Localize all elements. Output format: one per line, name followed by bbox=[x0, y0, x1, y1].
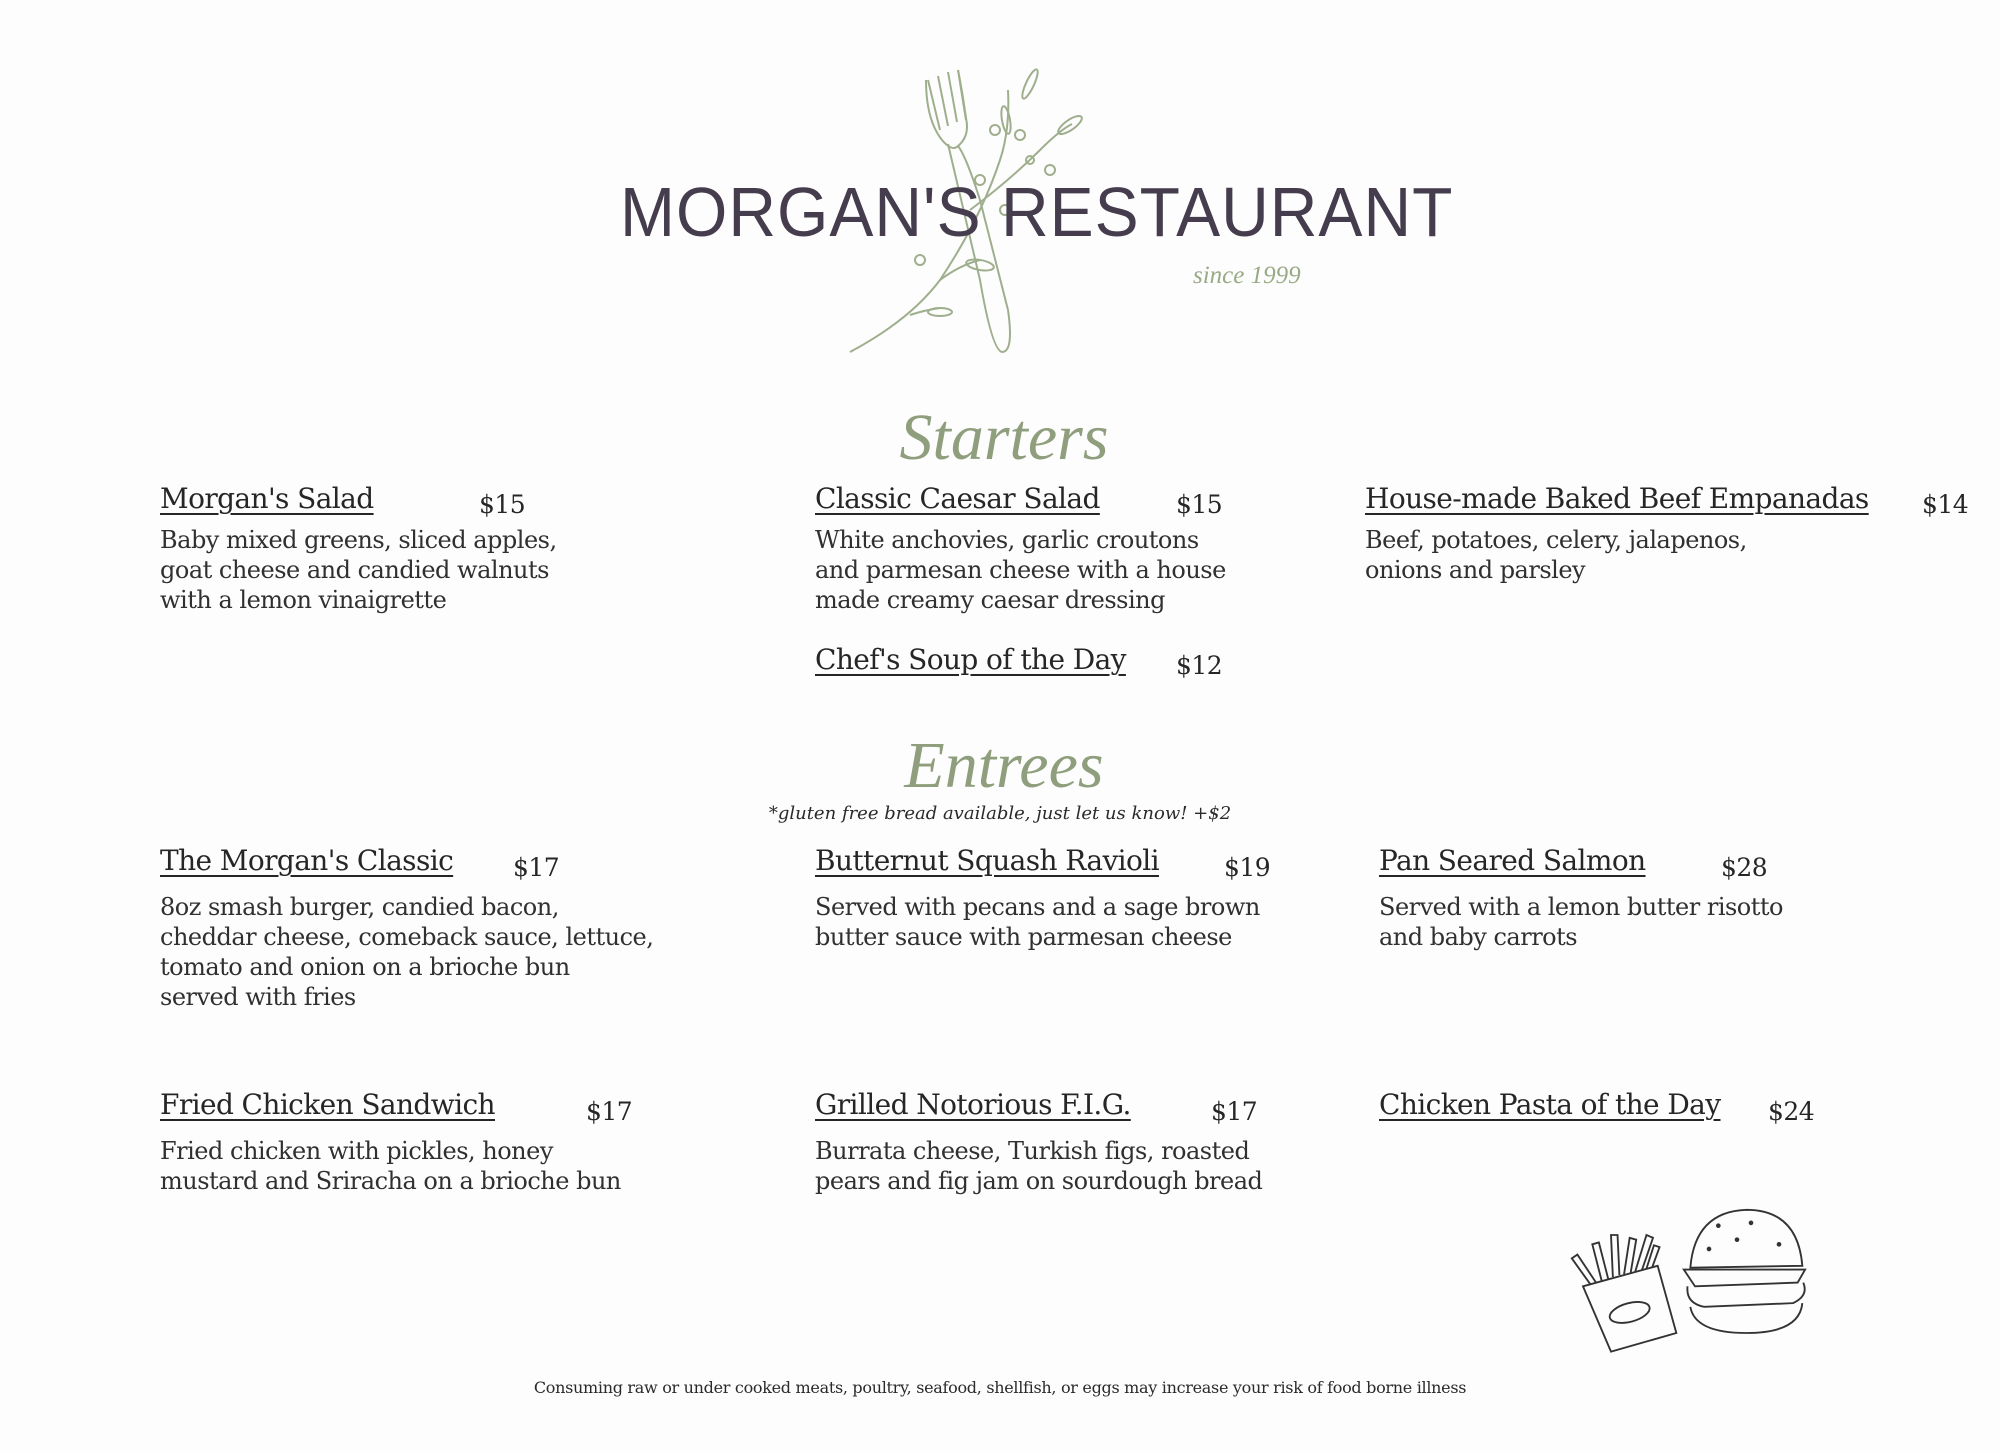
item-description: 8oz smash burger, candied bacon, cheddar cheese, comeback sauce, lettuce, tomato and onion on a brioche bun served with fries bbox=[160, 893, 654, 1011]
established-tagline: since 1999 bbox=[1193, 262, 1301, 289]
food-safety-disclaimer: Consuming raw or under cooked meats, poultry, seafood, shellfish, or eggs may increase your risk of food borne illness bbox=[533, 1378, 1467, 1397]
item-name: Chicken Pasta of the Day bbox=[1379, 1088, 1721, 1121]
fries-and-burger-icon bbox=[1555, 1192, 1835, 1362]
item-description: Fried chicken with pickles, honey mustard and Sriracha on a brioche bun bbox=[160, 1137, 621, 1195]
item-price: $15 bbox=[1176, 490, 1223, 519]
item-description: Beef, potatoes, celery, jalapenos, onions and parsley bbox=[1365, 526, 1747, 584]
section-heading-starters: Starters bbox=[899, 401, 1109, 474]
item-name: Morgan's Salad bbox=[160, 482, 374, 515]
item-price: $28 bbox=[1721, 853, 1768, 882]
item-price: $24 bbox=[1768, 1097, 1815, 1126]
item-price: $19 bbox=[1224, 853, 1271, 882]
item-price: $15 bbox=[479, 490, 526, 519]
item-name: Butternut Squash Ravioli bbox=[815, 844, 1159, 877]
item-price: $17 bbox=[513, 853, 560, 882]
section-heading-entrees: Entrees bbox=[904, 729, 1104, 802]
item-description: White anchovies, garlic croutons and parmesan cheese with a house made creamy caesar dressing bbox=[815, 526, 1226, 614]
gluten-free-note: *gluten free bread available, just let us know! +$2 bbox=[768, 803, 1232, 824]
item-price: $17 bbox=[1211, 1097, 1258, 1126]
item-name: Chef's Soup of the Day bbox=[815, 643, 1126, 676]
restaurant-name: MORGAN'S RESTAURANT bbox=[620, 173, 1454, 251]
item-price: $14 bbox=[1922, 490, 1969, 519]
item-description: Burrata cheese, Turkish figs, roasted pears and fig jam on sourdough bread bbox=[815, 1137, 1263, 1195]
item-price: $17 bbox=[586, 1097, 633, 1126]
item-name: Pan Seared Salmon bbox=[1379, 844, 1646, 877]
item-name: Fried Chicken Sandwich bbox=[160, 1088, 495, 1121]
item-description: Baby mixed greens, sliced apples, goat cheese and candied walnuts with a lemon vinaigrette bbox=[160, 526, 557, 614]
item-description: Served with a lemon butter risotto and baby carrots bbox=[1379, 893, 1783, 951]
item-name: The Morgan's Classic bbox=[160, 844, 454, 877]
item-name: House-made Baked Beef Empanadas bbox=[1365, 482, 1869, 515]
item-description: Served with pecans and a sage brown butter sauce with parmesan cheese bbox=[815, 893, 1260, 951]
item-price: $12 bbox=[1176, 651, 1223, 680]
item-name: Classic Caesar Salad bbox=[815, 482, 1100, 515]
item-name: Grilled Notorious F.I.G. bbox=[815, 1088, 1131, 1121]
